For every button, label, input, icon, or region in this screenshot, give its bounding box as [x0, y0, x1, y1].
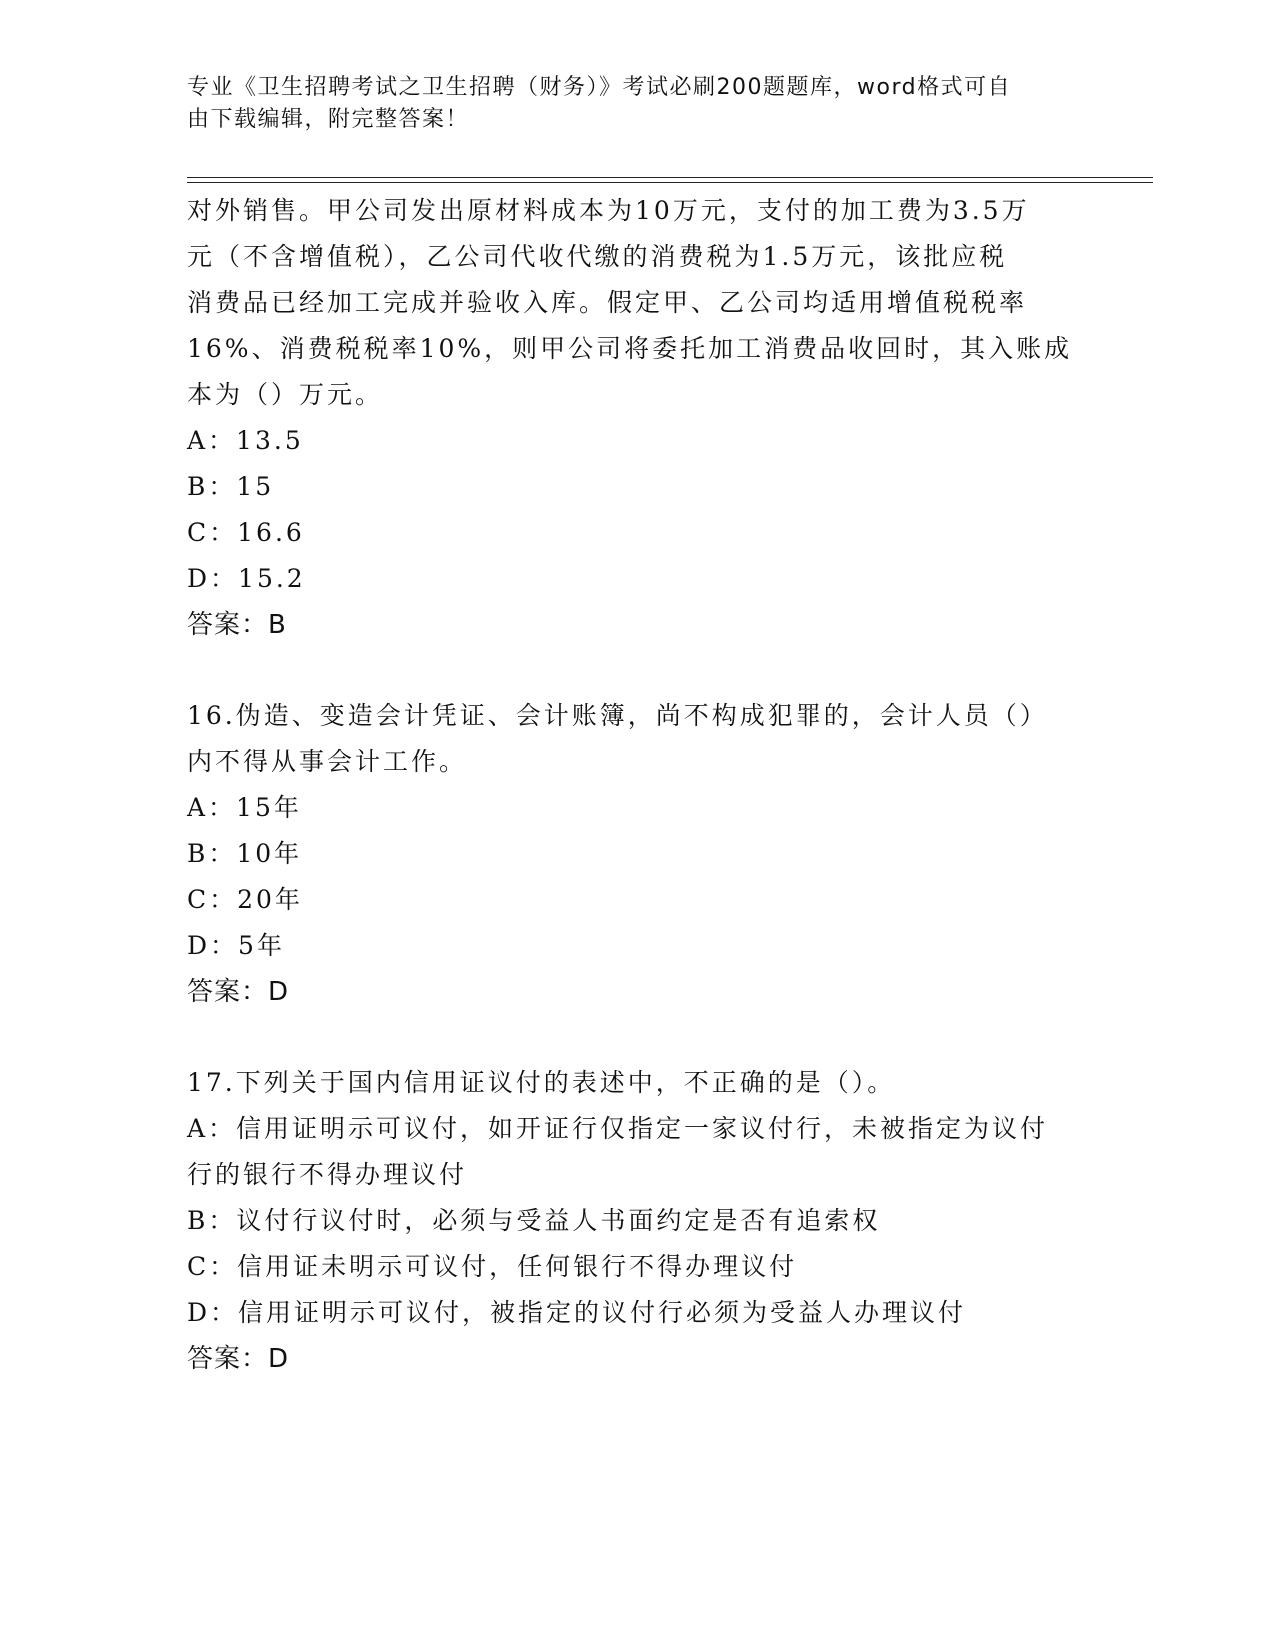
header-divider-bottom — [187, 182, 1153, 183]
page-header — [187, 72, 1067, 136]
option-b: B：15 — [187, 472, 275, 501]
option-a: A：信用证明示可议付，如开证行仅指定一家议付行，未被指定为议付 — [187, 1114, 1049, 1143]
option-a: A：15年 — [187, 793, 302, 822]
question-stem-line: 消费品已经加工完成并验收入库。假定甲、乙公司均适用增值税税率 — [187, 288, 1028, 317]
header-divider-top — [187, 177, 1153, 178]
answer-label: 答案：D — [187, 977, 290, 1007]
question-stem-line: 16%、消费税税率10%，则甲公司将委托加工消费品收回时，其入账成 — [187, 334, 1073, 363]
question-stem-line: 对外销售。甲公司发出原材料成本为10万元，支付的加工费为3.5万 — [187, 196, 1030, 225]
question-16 — [187, 693, 1087, 1015]
option-a: A：13.5 — [187, 426, 304, 455]
option-c: C：信用证未明示可议付，任何银行不得办理议付 — [187, 1252, 798, 1281]
question-spacer — [187, 1015, 1087, 1060]
option-c: C：20年 — [187, 885, 303, 914]
question-stem-line: 内不得从事会计工作。 — [187, 747, 468, 776]
document-body — [187, 188, 1087, 1382]
option-b: B：议付行议付时，必须与受益人书面约定是否有追索权 — [187, 1206, 881, 1235]
question-stem-line: 元（不含增值税），乙公司代收代缴的消费税为1.5万元，该批应税 — [187, 242, 1008, 271]
option-c: C：16.6 — [187, 518, 305, 547]
question-spacer — [187, 648, 1087, 693]
header-title-line-2: 由下载编辑，附完整答案！ — [187, 107, 470, 132]
question-stem-line: 16.伪造、变造会计凭证、会计账簿，尚不构成犯罪的，会计人员（） — [187, 701, 1048, 730]
option-d: D：5年 — [187, 931, 285, 960]
question-17 — [187, 1060, 1087, 1382]
answer-label: 答案：B — [187, 610, 287, 640]
question-stem-line: 本为（）万元。 — [187, 380, 384, 409]
option-a-continued: 行的银行不得办理议付 — [187, 1160, 468, 1189]
question-stem-line: 17.下列关于国内信用证议付的表述中，不正确的是（）。 — [187, 1068, 896, 1097]
header-title-line-1: 专业《卫生招聘考试之卫生招聘（财务）》考试必刷200题题库，word格式可自 — [187, 75, 1012, 100]
option-d: D：信用证明示可议付，被指定的议付行必须为受益人办理议付 — [187, 1298, 967, 1327]
question-15 — [187, 188, 1087, 648]
option-d: D：15.2 — [187, 564, 306, 593]
option-b: B：10年 — [187, 839, 303, 868]
answer-label: 答案：D — [187, 1344, 290, 1374]
